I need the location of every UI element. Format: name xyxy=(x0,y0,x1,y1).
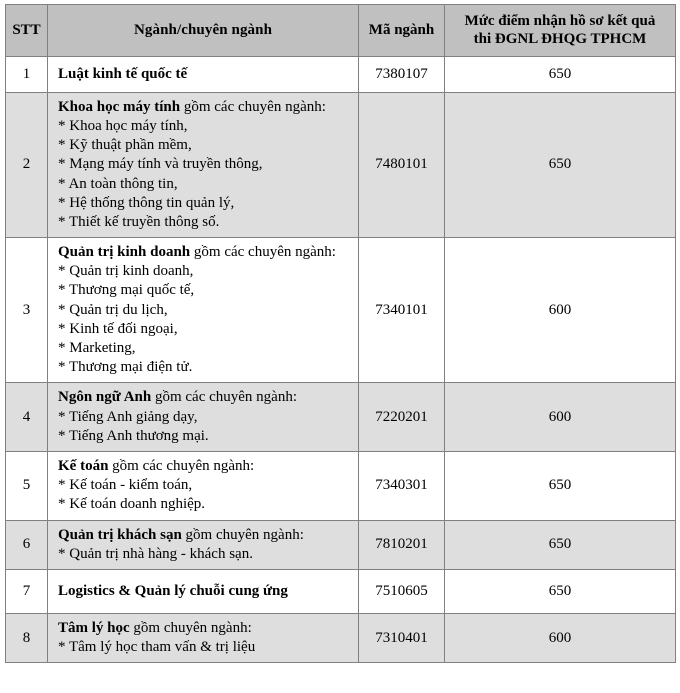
column-header-score xyxy=(445,5,676,57)
cell-major xyxy=(48,614,359,663)
table-row xyxy=(6,451,676,520)
cell-stt: 5 xyxy=(6,451,48,520)
specialization-item: * Quản trị du lịch, xyxy=(58,301,352,320)
major-heading xyxy=(58,388,352,407)
major-suffix: gồm các chuyên ngành: xyxy=(108,457,255,474)
specialization-list xyxy=(58,545,352,564)
table-row xyxy=(6,92,676,237)
specialization-item: * Kế toán - kiểm toán, xyxy=(58,476,352,495)
cell-stt: 4 xyxy=(6,383,48,452)
cell-score: 650 xyxy=(445,520,676,569)
cell-major-code: 7310401 xyxy=(359,614,445,663)
specialization-item: * Thiết kế truyền thông số. xyxy=(58,213,352,232)
specialization-item: * Tiếng Anh giảng dạy, xyxy=(58,408,352,427)
specialization-list xyxy=(58,638,352,657)
specialization-item: * Kỹ thuật phần mềm, xyxy=(58,136,352,155)
major-suffix: gồm các chuyên ngành: xyxy=(180,98,326,115)
table-row xyxy=(6,520,676,569)
table-row xyxy=(6,238,676,383)
cell-score: 650 xyxy=(445,569,676,613)
cell-score: 650 xyxy=(445,92,676,237)
major-name: Quản trị kinh doanh xyxy=(58,244,191,261)
major-name: Ngôn ngữ Anh xyxy=(58,389,152,406)
major-heading xyxy=(58,526,352,545)
cell-major xyxy=(48,92,359,237)
specialization-list xyxy=(58,476,352,514)
table-row xyxy=(6,614,676,663)
major-suffix: gồm chuyên ngành: xyxy=(181,526,304,543)
major-heading xyxy=(58,619,352,638)
table-row xyxy=(6,56,676,92)
column-header-major: Ngành/chuyên ngành xyxy=(48,5,359,57)
specialization-item: * Quản trị nhà hàng - khách sạn. xyxy=(58,545,352,564)
column-header-score-line1: Mức điểm nhận hồ sơ kết quả xyxy=(464,13,656,29)
cell-major-code: 7340301 xyxy=(359,451,445,520)
major-name: Luật kinh tế quốc tế xyxy=(58,65,188,82)
cell-major xyxy=(48,56,359,92)
cell-stt: 2 xyxy=(6,92,48,237)
major-heading xyxy=(58,65,352,84)
specialization-list xyxy=(58,408,352,446)
major-heading xyxy=(58,582,352,601)
cell-score: 600 xyxy=(445,238,676,383)
cell-major-code: 7380107 xyxy=(359,56,445,92)
header-row xyxy=(6,5,676,57)
cell-major-code: 7510605 xyxy=(359,569,445,613)
cell-stt: 3 xyxy=(6,238,48,383)
table-row xyxy=(6,569,676,613)
specialization-item: * Thương mại quốc tế, xyxy=(58,281,352,300)
specialization-item: * Hệ thống thông tin quản lý, xyxy=(58,194,352,213)
specialization-item: * Tâm lý học tham vấn & trị liệu xyxy=(58,638,352,657)
major-name: Logistics & Quản lý chuỗi cung ứng xyxy=(58,582,288,599)
cell-stt: 7 xyxy=(6,569,48,613)
major-name: Khoa học máy tính xyxy=(58,98,181,115)
cell-major-code: 7220201 xyxy=(359,383,445,452)
specialization-item: * An toàn thông tin, xyxy=(58,175,352,194)
specialization-item: * Mạng máy tính và truyền thông, xyxy=(58,155,352,174)
specialization-item: * Quản trị kinh doanh, xyxy=(58,262,352,281)
cell-major xyxy=(48,520,359,569)
specialization-list xyxy=(58,117,352,232)
specialization-item: * Marketing, xyxy=(58,339,352,358)
column-header-stt: STT xyxy=(6,5,48,57)
major-name: Kế toán xyxy=(58,457,109,474)
cell-major xyxy=(48,451,359,520)
table-row xyxy=(6,383,676,452)
specialization-item: * Kế toán doanh nghiệp. xyxy=(58,495,352,514)
major-heading xyxy=(58,98,352,117)
specialization-list xyxy=(58,262,352,377)
cell-major-code: 7810201 xyxy=(359,520,445,569)
cell-major xyxy=(48,238,359,383)
major-suffix: gồm các chuyên ngành: xyxy=(190,244,336,261)
cell-stt: 8 xyxy=(6,614,48,663)
column-header-score-line2: thi ĐGNL ĐHQG TPHCM xyxy=(473,31,647,48)
cell-score: 650 xyxy=(445,451,676,520)
major-name: Tâm lý học xyxy=(58,620,130,637)
cell-stt: 1 xyxy=(6,56,48,92)
specialization-item: * Thương mại điện tử. xyxy=(58,358,352,377)
table-header xyxy=(6,5,676,57)
specialization-item: * Khoa học máy tính, xyxy=(58,117,352,136)
specialization-item: * Tiếng Anh thương mại. xyxy=(58,427,352,446)
cell-major-code: 7480101 xyxy=(359,92,445,237)
cell-major xyxy=(48,569,359,613)
major-name: Quản trị khách sạn xyxy=(58,526,182,543)
column-header-code: Mã ngành xyxy=(359,5,445,57)
cell-major-code: 7340101 xyxy=(359,238,445,383)
cell-score: 600 xyxy=(445,383,676,452)
cell-score: 600 xyxy=(445,614,676,663)
major-suffix: gồm các chuyên ngành: xyxy=(151,389,297,406)
specialization-item: * Kinh tế đối ngoại, xyxy=(58,320,352,339)
cell-stt: 6 xyxy=(6,520,48,569)
cell-score: 650 xyxy=(445,56,676,92)
major-suffix: gồm chuyên ngành: xyxy=(129,620,252,637)
admission-scores-table xyxy=(5,4,676,663)
cell-major xyxy=(48,383,359,452)
major-heading xyxy=(58,457,352,476)
table-body xyxy=(6,56,676,663)
major-heading xyxy=(58,243,352,262)
